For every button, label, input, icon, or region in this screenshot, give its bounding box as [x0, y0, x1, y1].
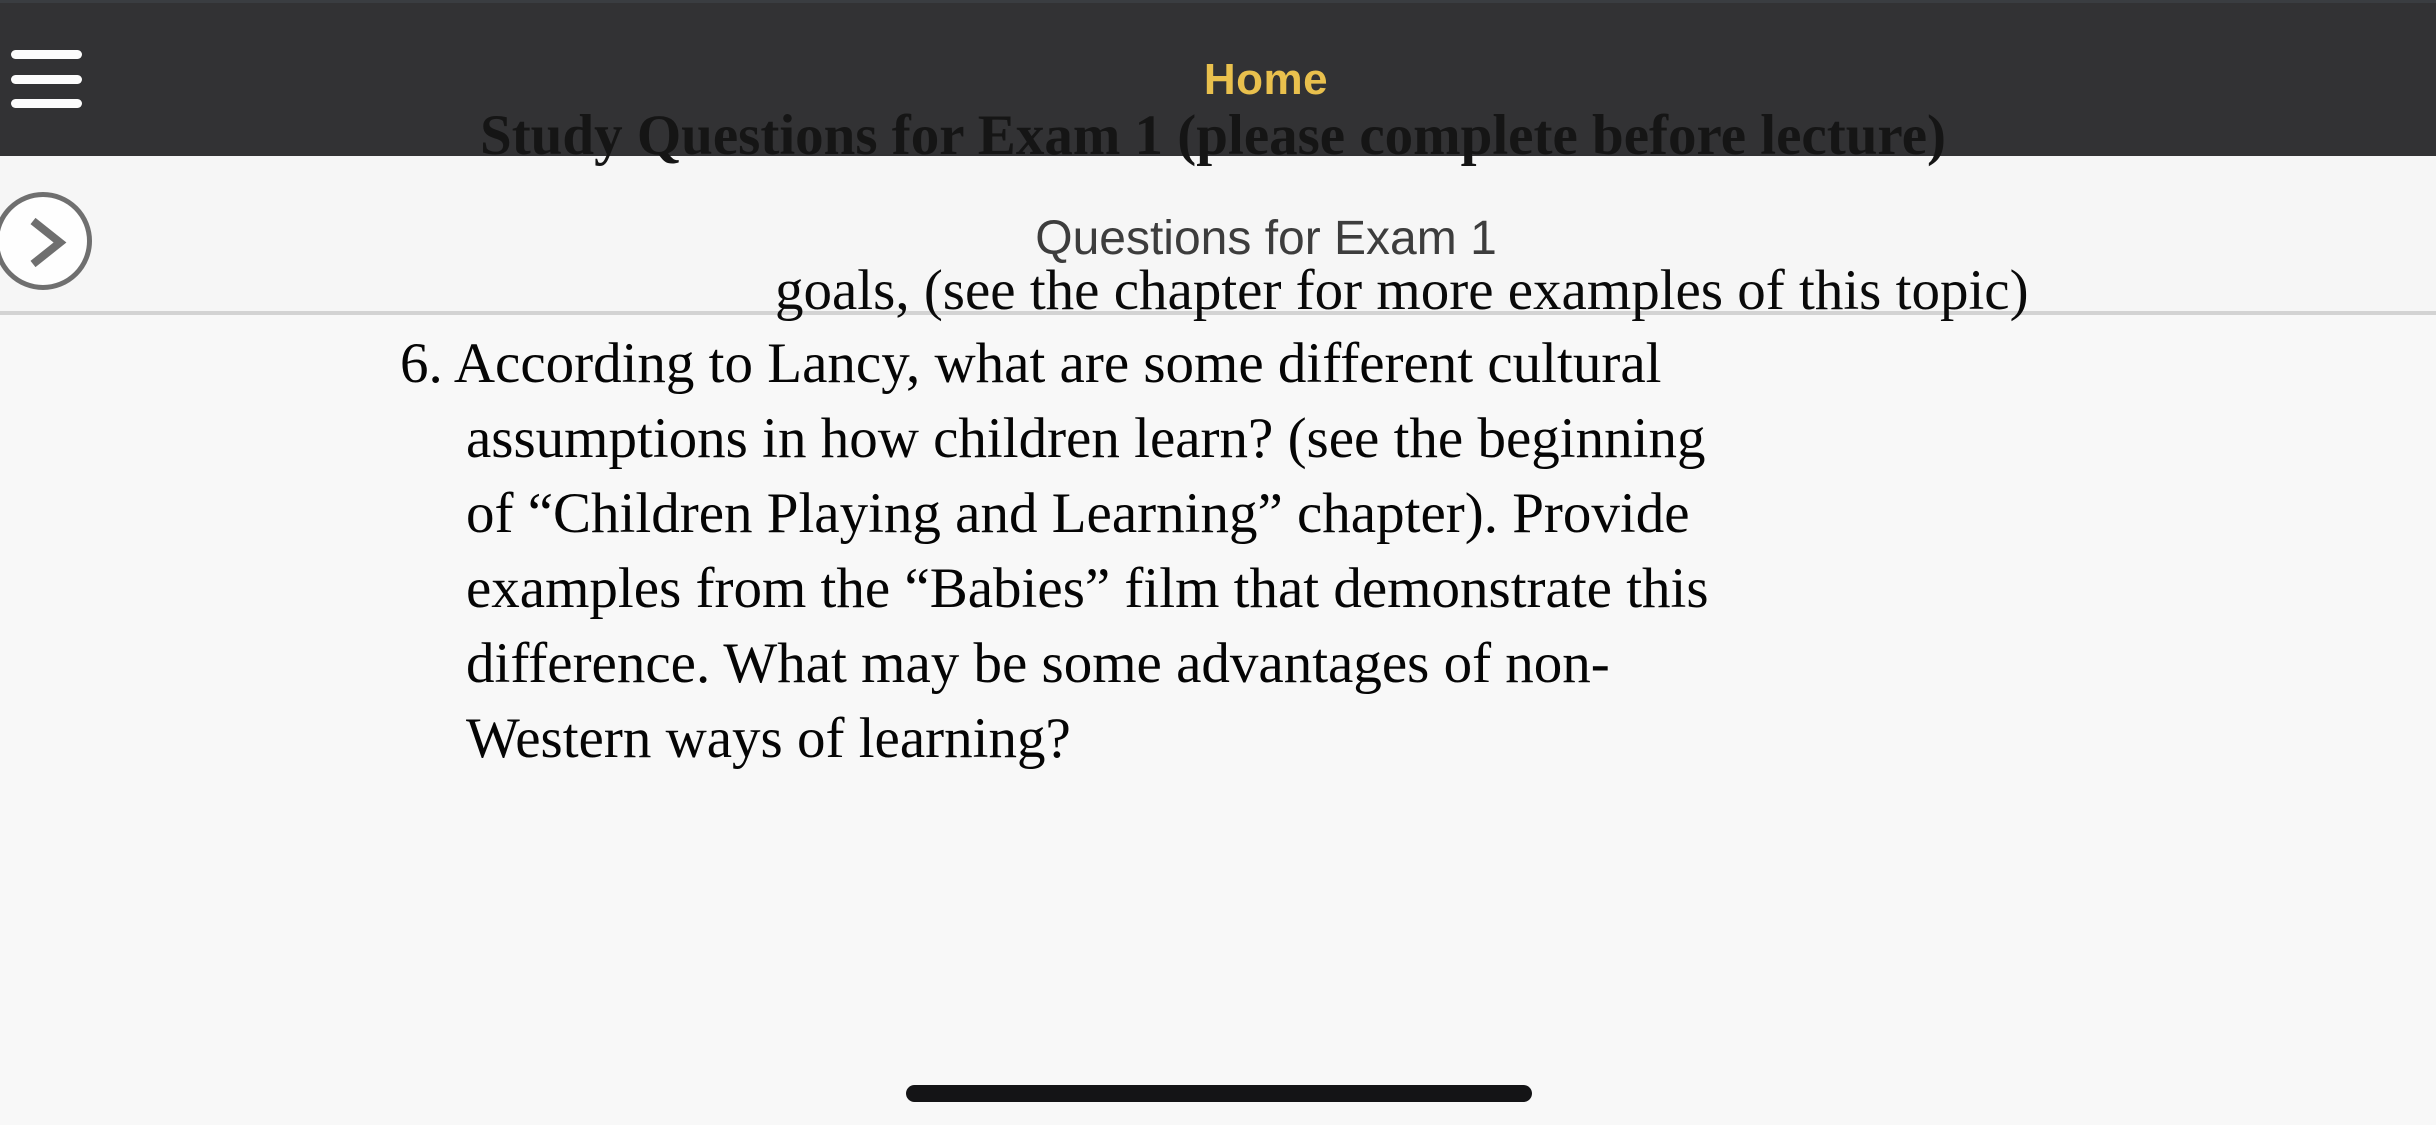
app-title: Home [1203, 54, 1329, 104]
question-text-line: assumptions in how children learn? (see the beginning [466, 407, 1706, 470]
question-item-6 [400, 326, 1960, 776]
document-title: Questions for Exam 1 [1035, 212, 1497, 265]
document-scroll-area[interactable] [0, 259, 2436, 1125]
question-text-line: difference. What may be some advantages of non- [466, 632, 1610, 695]
question-text-line: examples from the “Babies” film that demonstrate this [466, 557, 1709, 620]
question-text-line: of “Children Playing and Learning” chapter). Provide [466, 482, 1690, 545]
occluded-text-sliver-middle: goals, (see the chapter for more examples of this topic) [775, 259, 2029, 322]
question-text-line: 6. According to Lancy, what are some different cultural [400, 332, 1662, 395]
question-text-line: Western ways of learning? [466, 707, 1071, 770]
home-indicator[interactable] [906, 1085, 1532, 1102]
occluded-text-sliver-top: Study Questions for Exam 1 (please complete before lecture) [480, 104, 1946, 167]
